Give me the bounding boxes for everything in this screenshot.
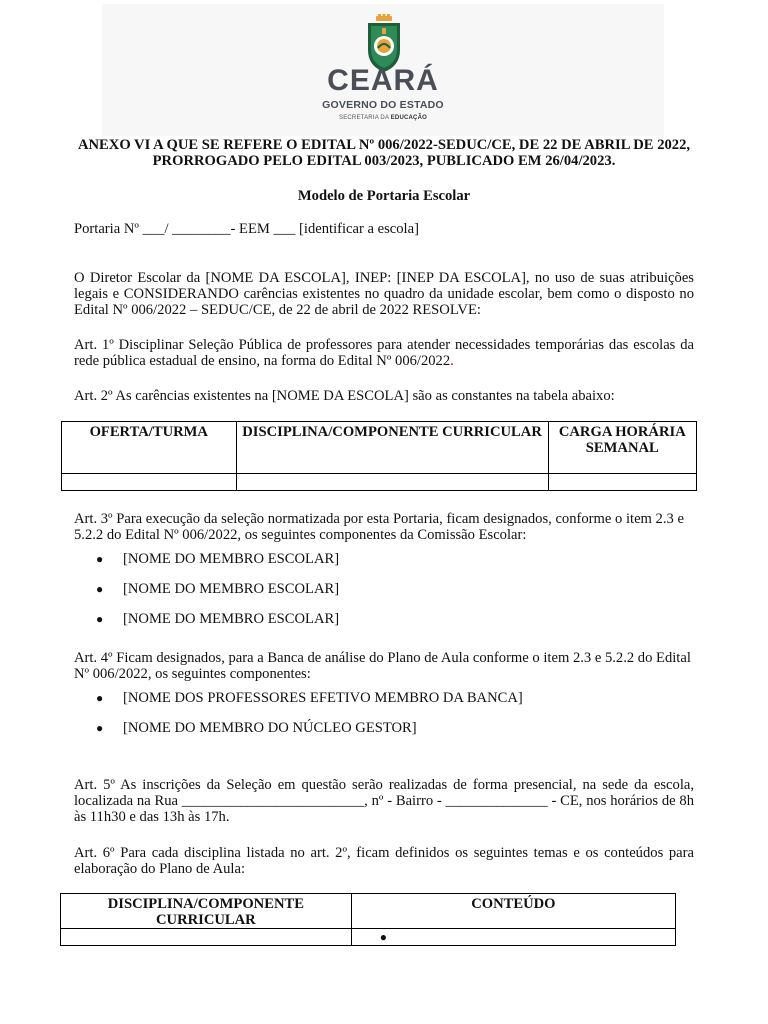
list-item: ● [NOME DO MEMBRO DO NÚCLEO GESTOR] — [96, 720, 417, 736]
table-header-cell: DISCIPLINA/COMPONENTE CURRICULAR — [61, 894, 352, 929]
portaria-line: Portaria Nº ___/ ________- EEM ___ [identificar a escola] — [74, 221, 419, 237]
bullet-icon: ● — [379, 930, 387, 944]
bullet-icon: ● — [96, 582, 104, 596]
list-item: ● [NOME DOS PROFESSORES EFETIVO MEMBRO DA BANCA] — [96, 690, 523, 706]
list-item: ● [NOME DO MEMBRO ESCOLAR] — [96, 611, 340, 627]
table-header-cell: DISCIPLINA/COMPONENTE CURRICULAR — [236, 422, 548, 474]
article-5: Art. 5º As inscrições da Seleção em questão serão realizadas de forma presencial, na sede da escola, localizada na Rua _________________________, nº - Bairro - ______________ - CE, nos horários de 8h às 11h30 e das 13h às 17h. — [74, 777, 694, 825]
table-cell[interactable] — [548, 474, 696, 491]
document-subtitle: Modelo de Portaria Escolar — [297, 188, 471, 204]
table-cell[interactable] — [61, 929, 352, 946]
article-6: Art. 6º Para cada disciplina listada no art. 2º, ficam definidos os seguintes temas e os conteúdos para elaboração do Plano de Aula: — [74, 845, 694, 877]
bullet-icon: ● — [96, 721, 104, 735]
table-row — [61, 929, 676, 946]
table-header-cell: CARGA HORÁRIA SEMANAL — [548, 422, 696, 474]
lesson-plan-table — [60, 893, 676, 946]
bullet-icon: ● — [96, 691, 104, 705]
bullet-icon: ● — [96, 552, 104, 566]
article-3: Art. 3º Para execução da seleção normatizada por esta Portaria, ficam designados, conforme o item 2.3 e 5.2.2 do Edital Nº 006/2022, os seguintes componentes da Comissão Escolar: — [74, 511, 684, 543]
article-2: Art. 2º As carências existentes na [NOME DA ESCOLA] são as constantes na tabela abaixo: — [74, 388, 615, 404]
logo-secretaria-label: SECRETARIA DA EDUCAÇÃO — [339, 115, 427, 121]
logo-state-name: CEARÁ — [327, 64, 439, 97]
table-header-row — [62, 422, 697, 474]
table-cell[interactable] — [62, 474, 237, 491]
table-cell[interactable] — [236, 474, 548, 491]
bullet-icon: ● — [96, 612, 104, 626]
table-header-cell: OFERTA/TURMA — [62, 422, 237, 474]
document-title: ANEXO VI A QUE SE REFERE O EDITAL Nº 006/2022-SEDUC/CE, DE 22 DE ABRIL DE 2022, PRORROGADO PELO EDITAL 003/2023, PUBLICADO EM 26/04/2023. — [77, 137, 691, 169]
article-1: Art. 1º Disciplinar Seleção Pública de professores para atender necessidades temporárias das escolas da rede pública estadual de ensino, na forma do Edital Nº 006/2022. — [74, 337, 694, 369]
commission-members-list — [96, 551, 696, 641]
table-row — [62, 474, 697, 491]
vacancies-table — [61, 421, 697, 491]
logo-government-label: GOVERNO DO ESTADO — [322, 99, 444, 111]
intro-paragraph: O Diretor Escolar da [NOME DA ESCOLA], INEP: [INEP DA ESCOLA], no uso de suas atribuições legais e CONSIDERANDO carências existentes no quadro da unidade escolar, bem como o disposto no Edital Nº 006/2022 – SEDUC/CE, de 22 de abril de 2022 RESOLVE: — [74, 270, 694, 318]
table-header-cell: CONTEÚDO — [351, 894, 675, 929]
board-members-list — [96, 690, 696, 750]
list-item: ● [NOME DO MEMBRO ESCOLAR] — [96, 581, 340, 597]
table-cell[interactable] — [351, 929, 675, 946]
header-logo — [102, 4, 664, 136]
table-header-row — [61, 894, 676, 929]
list-item: ● [NOME DO MEMBRO ESCOLAR] — [96, 551, 340, 567]
article-4: Art. 4º Ficam designados, para a Banca de análise do Plano de Aula conforme o item 2.3 e 5.2.2 do Edital Nº 006/2022, os seguintes componentes: — [74, 650, 691, 682]
